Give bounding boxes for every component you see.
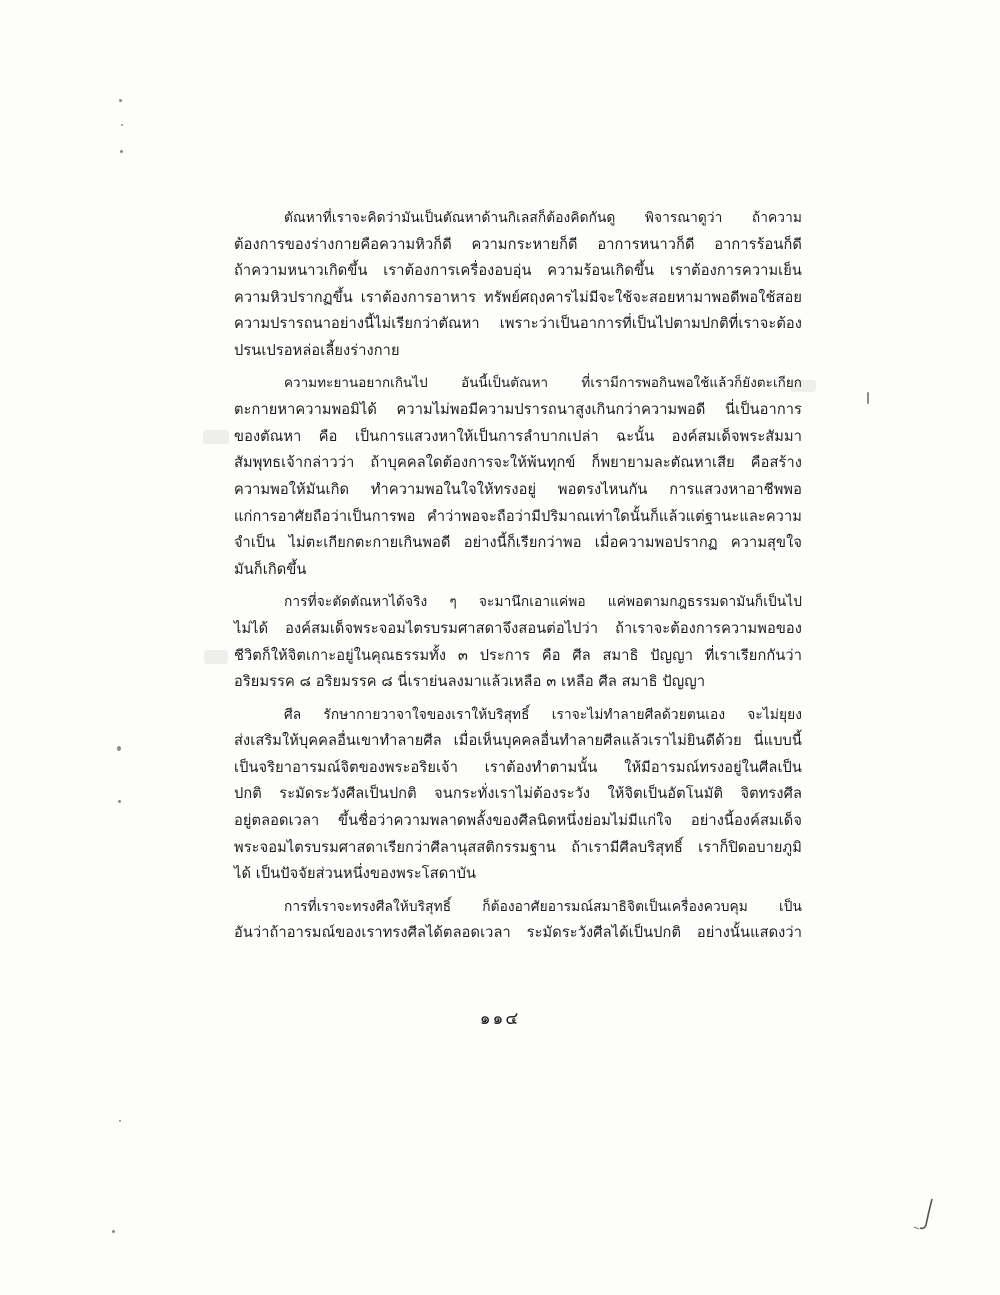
text-line: การที่จะตัดตัณหาได้จริง ๆ จะมานึกเอาแค่พอ แค่พอตามกฎธรรมดามันก็เป็นไป [284, 594, 802, 611]
text-line: มันก็เกิดขึ้น [234, 560, 307, 578]
body-text [234, 205, 802, 953]
text-line: ศีล รักษากายวาจาใจของเราให้บริสุทธิ์ เราจะไม่ทำลายศีลด้วยตนเอง จะไม่ยุยง [284, 706, 802, 723]
text-line: เป็นจริยาอารมณ์จิตของพระอริยเจ้า เราต้องทำตามนั้น ให้มีอารมณ์ทรงอยู่ในศีลเป็น [234, 758, 802, 776]
text-line: ถ้าความหนาวเกิดขึ้น เราต้องการเครื่องอบอุ่น ความร้อนเกิดขึ้น เราต้องการความเย็น [234, 262, 802, 280]
page-number: ๑๑๔ [479, 1009, 521, 1029]
scan-speck [119, 99, 122, 102]
text-line: ส่งเสริมให้บุคคลอื่นเขาทำลายศีล เมื่อเห็นบุคคลอื่นทำลายศีลแล้วเราไม่ยินดีด้วย นี่แบบนี้ [234, 732, 802, 750]
paragraph [234, 205, 802, 365]
text-line: อันว่าถ้าอารมณ์ของเราทรงศีลได้ตลอดเวลา ระมัดระวังศีลได้เป็นปกติ อย่างนั้นแสดงว่า [234, 924, 802, 942]
scan-speck [118, 800, 121, 803]
text-line: สัมพุทธเจ้ากล่าวว่า ถ้าบุคคลใดต้องการจะให้พ้นทุกข์ ก็พยายามละตัณหาเสีย คือสร้าง [234, 454, 802, 472]
text-line: ความพอให้มันเกิด ทำความพอในใจให้ทรงอยู่ พอตรงไหนกัน การแสวงหาอาชีพพอ [234, 480, 802, 498]
ink-mark-icon [910, 1195, 940, 1235]
scan-speck [119, 1120, 121, 1122]
text-line: ความปรารถนาอย่างนี้ไม่เรียกว่าตัณหา เพราะว่าเป็นอาการที่เป็นไปตามปกติที่เราจะต้อง [234, 315, 802, 333]
scan-speck [121, 124, 123, 126]
text-line: ปกติ ระมัดระวังศีลเป็นปกติ จนกระทั่งเราไม่ต้องระวัง ให้จิตเป็นอัตโนมัติ จิตทรงศีล [234, 785, 802, 803]
text-line: จำเป็น ไม่ตะเกียกตะกายเกินพอดี อย่างนี้ก็เรียกว่าพอ เมื่อความพอปรากฏ ความสุขใจ [234, 534, 802, 552]
text-line: ความทะยานอยากเกินไป อันนี้เป็นตัณหา ที่เรามีการพอกินพอใช้แล้วก็ยังตะเกียก [284, 375, 802, 391]
paragraph [234, 371, 802, 584]
text-line: ไม่ได้ องค์สมเด็จพระจอมไตรบรมศาสดาจึงสอนต่อไปว่า ถ้าเราจะต้องการความพอของ [234, 619, 802, 637]
text-line: ตัณหาที่เราจะคิดว่ามันเป็นตัณหาด้านกิเลสก็ต้องคิดกันดู พิจารณาดูว่า ถ้าความ [284, 210, 802, 226]
text-line: ต้องการของร่างกายคือความหิวก็ดี ความกระหายก็ดี อาการหนาวก็ดี อาการร้อนก็ดี [234, 235, 802, 253]
scan-speck [867, 392, 869, 404]
text-line: พระจอมไตรบรมศาสดาเรียกว่าศีลานุสสติกรรมฐาน ถ้าเรามีศีลบริสุทธิ์ เราก็ปิดอบายภูมิ [234, 838, 802, 856]
text-line: แก่การอาศัยถือว่าเป็นการพอ คำว่าพอจะถือว่ามีปริมาณเท่าใดนั้นก็แล้วแต่ฐานะและความ [234, 507, 802, 525]
text-line: ความหิวปรากฏขึ้น เราต้องการอาหาร ทรัพย์ศฤงคารไม่มีจะใช้จะสอยหามาพอดีพอใช้สอย [234, 288, 802, 306]
scan-speck [117, 746, 121, 751]
paragraph [234, 702, 802, 888]
text-line: อยู่ตลอดเวลา ขึ้นชื่อว่าความพลาดพลั้งของศีลนิดหนึ่งย่อมไม่มีแก่ใจ อย่างนี้องค์สมเด็จ [234, 812, 802, 830]
text-line: ของตัณหา คือ เป็นการแสวงหาให้เป็นการลำบากเปล่า ฉะนั้น องค์สมเด็จพระสัมมา [234, 427, 802, 445]
text-line: การที่เราจะทรงศีลให้บริสุทธิ์ ก็ต้องอาศัยอารมณ์สมาธิจิตเป็นเครื่องควบคุม เป็น [284, 898, 802, 915]
bleed-through-mark [204, 650, 228, 664]
text-line: ชีวิตก็ให้จิตเกาะอยู่ในคุณธรรมทั้ง ๓ ประการ คือ ศีล สมาธิ ปัญญา ที่เราเรียกกันว่า [234, 646, 802, 664]
text-line: อริยมรรค ๘ อริยมรรค ๘ นี่เราย่นลงมาแล้วเหลือ ๓ เหลือ ศีล สมาธิ ปัญญา [234, 673, 706, 691]
scan-speck [112, 1230, 115, 1233]
text-line: ได้ เป็นปัจจัยส่วนหนึ่งของพระโสดาบัน [234, 865, 477, 883]
paragraph [234, 894, 802, 947]
bleed-through-mark [203, 430, 229, 444]
scan-speck [120, 150, 123, 153]
text-line: ตะกายหาความพอมิได้ ความไม่พอมีความปรารถนาสูงเกินกว่าความพอดี นี่เป็นอาการ [234, 401, 802, 419]
paragraph [234, 589, 802, 695]
text-line: ปรนเปรอหล่อเลี้ยงร่างกาย [234, 341, 400, 359]
